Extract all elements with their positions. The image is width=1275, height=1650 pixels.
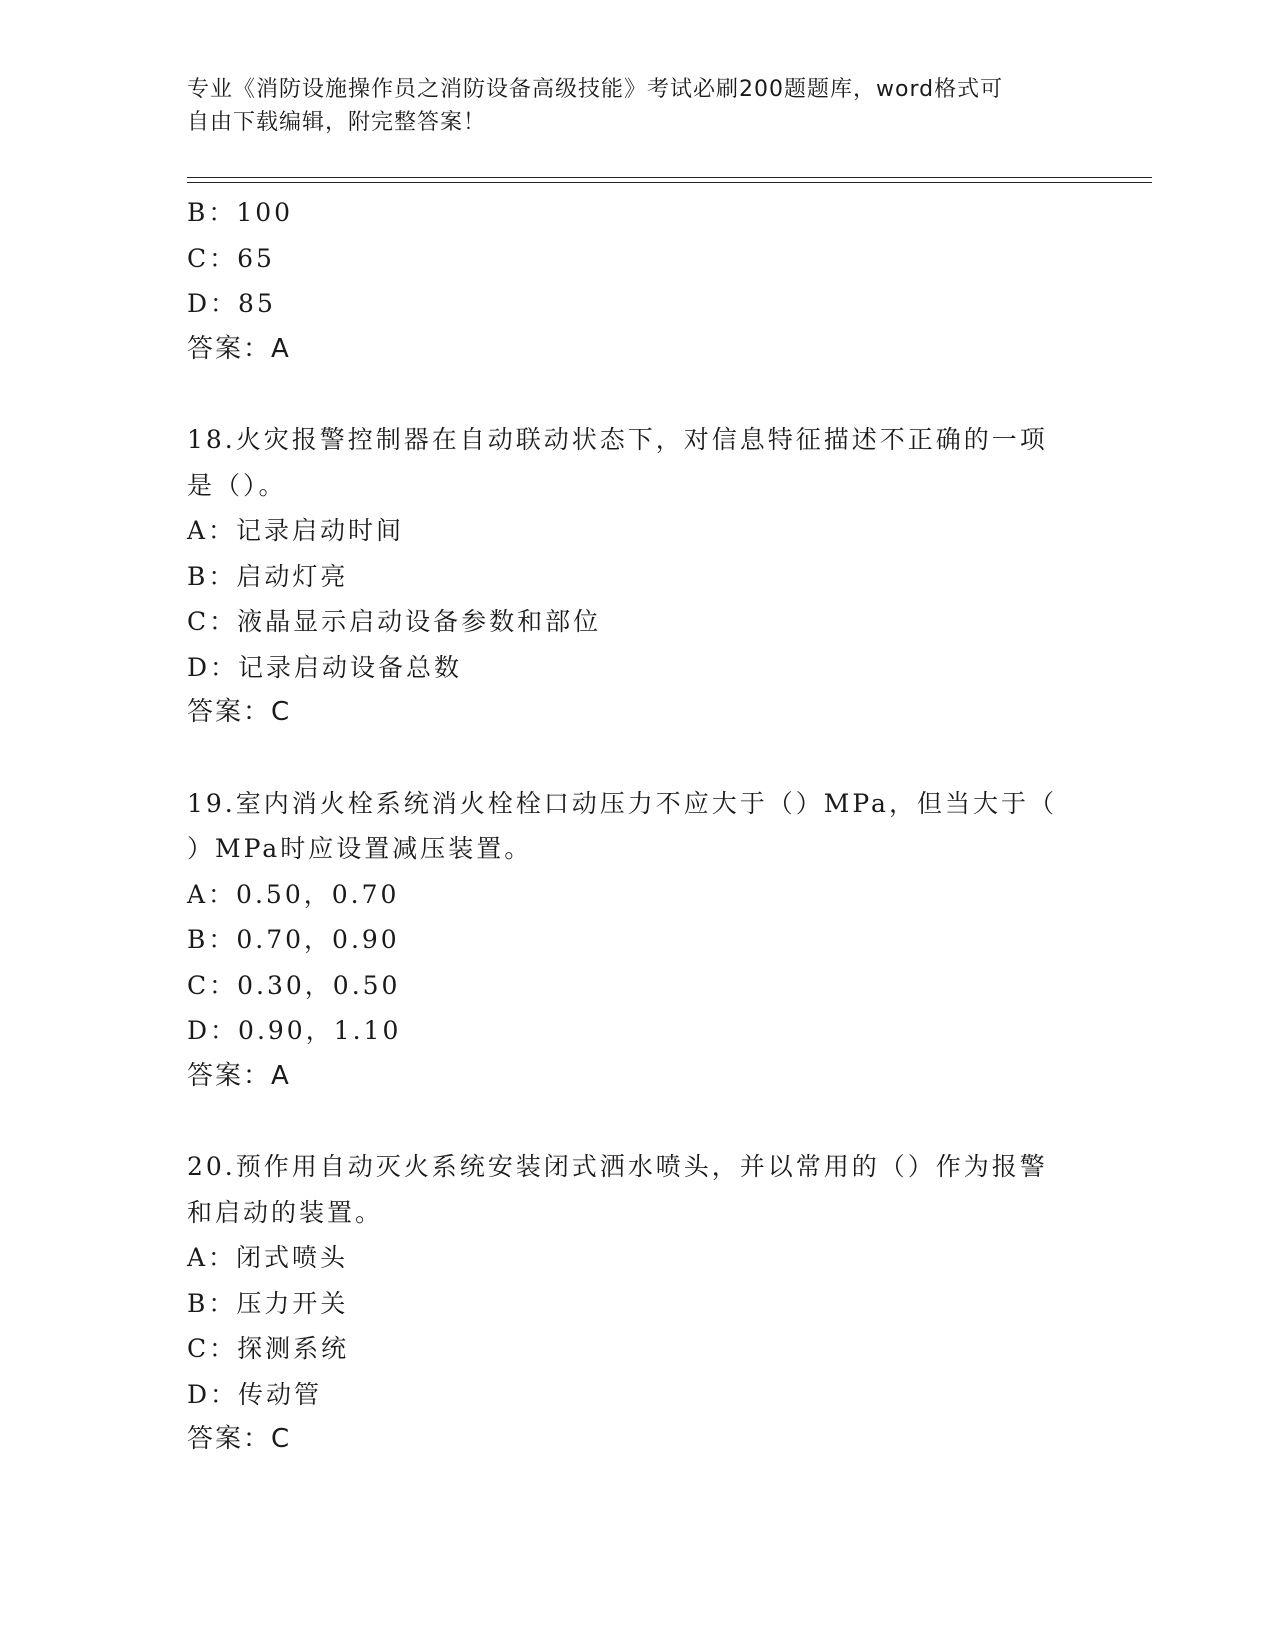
option-b: B：压力开关: [187, 1288, 349, 1318]
option-c: C：0.30，0.50: [187, 970, 401, 1000]
option-a: A：闭式喷头: [187, 1243, 349, 1272]
answer-line: 答案：C: [187, 1424, 292, 1454]
question-18: [187, 417, 1087, 736]
header-divider-bottom: [187, 182, 1152, 183]
document-header: [187, 73, 1067, 139]
question-text-line: 19.室内消火栓系统消火栓栓口动压力不应大于（）MPa，但当大于（: [187, 788, 1057, 818]
spacer: [187, 736, 1087, 781]
spacer: [187, 1099, 1087, 1144]
question-content: [187, 190, 1087, 1463]
question-text-line: 20.预作用自动灭火系统安装闭式洒水喷头，并以常用的（）作为报警: [187, 1152, 1048, 1181]
option-c: C：65: [187, 243, 275, 273]
question-text-line: 18.火灾报警控制器在自动联动状态下，对信息特征描述不正确的一项: [187, 425, 1048, 454]
option-c: C：探测系统: [187, 1334, 350, 1363]
question-19: [187, 781, 1087, 1100]
question-text-line: 是（）。: [187, 470, 287, 500]
answer-line: 答案：A: [187, 1060, 291, 1091]
header-line-2: 自由下载编辑，附完整答案！: [187, 110, 487, 135]
header-divider-top: [187, 177, 1152, 178]
answer-line: 答案：A: [187, 333, 291, 364]
spacer: [187, 372, 1087, 417]
option-d: D：记录启动设备总数: [187, 652, 463, 682]
option-b: B：启动灯亮: [187, 561, 349, 591]
question-text-line: 和启动的装置。: [187, 1197, 384, 1227]
option-d: D：0.90，1.10: [187, 1016, 402, 1045]
question-20: [187, 1144, 1087, 1463]
option-d: D：传动管: [187, 1379, 323, 1409]
answer-line: 答案：C: [187, 697, 292, 727]
option-a: A：0.50，0.70: [187, 879, 400, 909]
question-text-line: ）MPa时应设置减压装置。: [187, 834, 533, 863]
option-d: D：85: [187, 289, 276, 318]
header-line-1: 专业《消防设施操作员之消防设备高级技能》考试必刷200题题库，word格式可: [187, 77, 1004, 102]
previous-question-tail: [187, 190, 1087, 372]
option-c: C：液晶显示启动设备参数和部位: [187, 607, 602, 636]
option-b: B：100: [187, 198, 294, 227]
option-a: A：记录启动时间: [187, 516, 405, 545]
option-b: B：0.70，0.90: [187, 925, 400, 954]
